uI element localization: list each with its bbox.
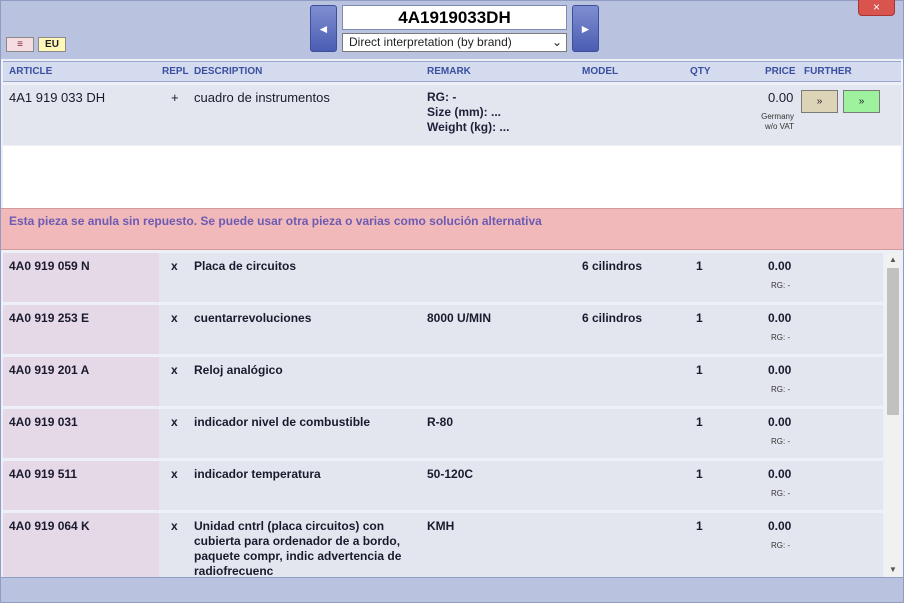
- alt-repl: x: [171, 259, 178, 273]
- alt-article[interactable]: 4A0 919 059 N: [9, 259, 90, 273]
- top-toolbar: [1, 1, 903, 59]
- col-description[interactable]: DESCRIPTION: [194, 66, 263, 77]
- bottom-bar: [1, 577, 903, 602]
- alt-price: 0.00: [768, 415, 792, 429]
- alt-repl: x: [171, 519, 178, 533]
- alt-rg: RG: -: [771, 333, 791, 342]
- alt-repl: x: [171, 467, 178, 481]
- next-button[interactable]: [572, 5, 599, 52]
- alt-rg: RG: -: [771, 281, 791, 290]
- list-item[interactable]: [3, 513, 883, 577]
- remark-size: Size (mm): ...: [427, 105, 502, 119]
- alt-qty: 1: [696, 363, 703, 377]
- alt-qty: 1: [696, 467, 703, 481]
- alt-remark: 8000 U/MIN: [427, 311, 492, 325]
- arrow-left-icon: ◄: [317, 21, 330, 36]
- article-remark: [427, 90, 509, 135]
- col-repl[interactable]: REPL: [162, 66, 189, 77]
- col-price[interactable]: PRICE: [765, 66, 796, 77]
- alt-repl: x: [171, 415, 178, 429]
- alt-qty: 1: [696, 311, 703, 325]
- alt-description: indicador temperatura: [194, 467, 321, 481]
- previous-button[interactable]: [310, 5, 337, 52]
- scrollbar[interactable]: [885, 253, 901, 577]
- alt-remark: KMH: [427, 519, 455, 533]
- interpretation-mode-select[interactable]: [342, 33, 567, 52]
- price-note-vat: w/o VAT: [764, 122, 794, 131]
- alt-rg: RG: -: [771, 385, 791, 394]
- repl-marker: +: [171, 90, 179, 105]
- alt-description: cuentarrevoluciones: [194, 311, 312, 325]
- article-number[interactable]: 4A1 919 033 DH: [9, 90, 106, 105]
- remark-weight: Weight (kg): ...: [427, 120, 510, 134]
- alt-rg: RG: -: [771, 437, 791, 446]
- main-article-row[interactable]: [3, 85, 901, 145]
- add-to-cart-button[interactable]: »: [843, 90, 880, 113]
- alt-article[interactable]: 4A0 919 511: [9, 467, 78, 481]
- arrow-right-icon: ►: [579, 21, 592, 36]
- alt-article[interactable]: 4A0 919 031: [9, 415, 78, 429]
- scrollbar-thumb[interactable]: [887, 268, 899, 415]
- replacement-notice: Esta pieza se anula sin repuesto. Se puede usar otra pieza o varias como solución alternativa: [1, 208, 903, 250]
- scroll-up-icon[interactable]: ▲: [889, 255, 897, 264]
- alt-model: 6 cilindros: [582, 311, 643, 325]
- alt-article[interactable]: 4A0 919 253 E: [9, 311, 90, 325]
- alt-price: 0.00: [768, 311, 792, 325]
- remark-rg: RG: -: [427, 90, 457, 104]
- menu-button[interactable]: ≡: [6, 37, 34, 52]
- list-item[interactable]: [3, 305, 883, 354]
- article-price: 0.00: [768, 90, 794, 105]
- further-info-button[interactable]: »: [801, 90, 838, 113]
- alternatives-list: [3, 253, 883, 577]
- alt-description: Unidad cntrl (placa circuitos) con cubierta para ordenador de a bordo, paquete compr, indic advertencia de radiofrecuenc: [194, 519, 402, 577]
- price-note-country: Germany: [761, 112, 794, 121]
- alt-repl: x: [171, 311, 178, 325]
- alt-model: 6 cilindros: [582, 259, 643, 273]
- alt-description: Reloj analógico: [194, 363, 283, 377]
- alt-description: Placa de circuitos: [194, 259, 297, 273]
- col-qty[interactable]: QTY: [690, 66, 711, 77]
- empty-area: [3, 146, 901, 208]
- list-item[interactable]: [3, 357, 883, 406]
- article-description: cuadro de instrumentos: [194, 90, 330, 105]
- alt-article[interactable]: 4A0 919 201 A: [9, 363, 90, 377]
- col-article[interactable]: ARTICLE: [9, 66, 53, 77]
- alt-repl: x: [171, 363, 178, 377]
- alt-price: 0.00: [768, 467, 792, 481]
- alt-remark: R-80: [427, 415, 454, 429]
- alt-price: 0.00: [768, 259, 792, 273]
- alt-article[interactable]: 4A0 919 064 K: [9, 519, 90, 533]
- region-button[interactable]: EU: [38, 37, 66, 52]
- mode-select-value: Direct interpretation (by brand): [349, 35, 512, 49]
- alt-qty: 1: [696, 259, 703, 273]
- part-number-input[interactable]: 4A1919033DH: [342, 5, 567, 30]
- alt-qty: 1: [696, 519, 703, 533]
- alt-rg: RG: -: [771, 489, 791, 498]
- chevron-down-icon: ⌄: [551, 35, 562, 49]
- list-item[interactable]: [3, 409, 883, 458]
- alt-description: indicador nivel de combustible: [194, 415, 371, 429]
- col-remark[interactable]: REMARK: [427, 66, 471, 77]
- list-item[interactable]: [3, 461, 883, 510]
- col-further[interactable]: FURTHER: [804, 66, 852, 77]
- alt-price: 0.00: [768, 519, 792, 533]
- alt-price: 0.00: [768, 363, 792, 377]
- col-model[interactable]: MODEL: [582, 66, 619, 77]
- price-note: [761, 112, 794, 132]
- alt-remark: 50-120C: [427, 467, 474, 481]
- alt-qty: 1: [696, 415, 703, 429]
- scroll-down-icon[interactable]: ▼: [889, 565, 897, 574]
- list-item[interactable]: [3, 253, 883, 302]
- close-icon: ×: [872, 0, 880, 14]
- table-header: [3, 61, 901, 82]
- alt-rg: RG: -: [771, 541, 791, 550]
- close-button[interactable]: [858, 0, 895, 16]
